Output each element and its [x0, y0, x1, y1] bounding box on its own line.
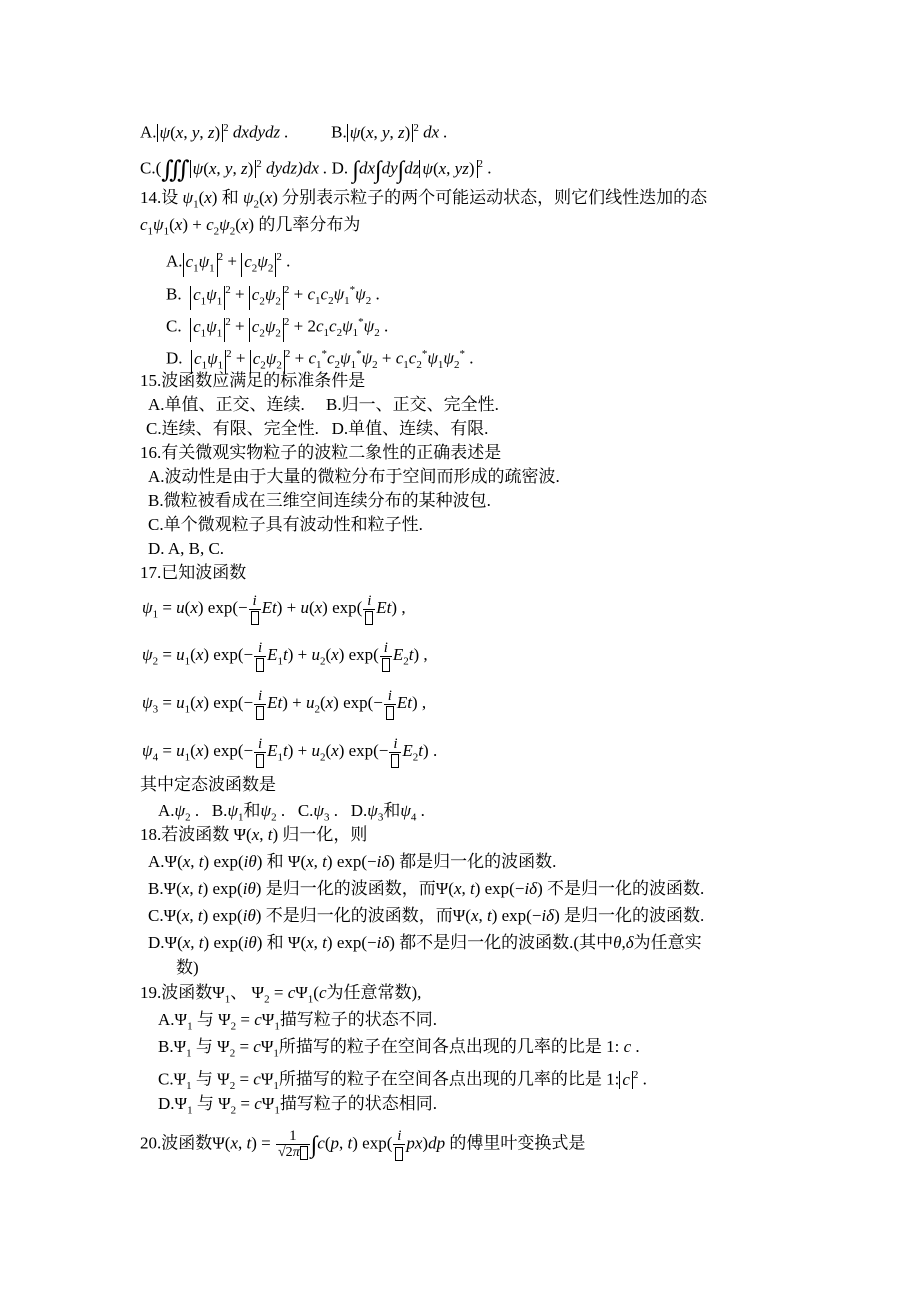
q14-option-c: C. $c_1\psi_1^2 + c_2\psi_2^2 + 2c_1c_2\psi_1^*\psi_2$ . [166, 311, 388, 344]
q17-options: $A.\psi_2$ . $B.\psi_1$和$\psi_2$ . $C.\psi_3$ . $D.\psi_3$和$\psi_4$ . [158, 801, 425, 824]
q19-option-b: $B.\Psi_1$ 与 $\Psi_2 = c\Psi_1$所描写的粒子在空间各点出现的几率的比是 1: c . [158, 1037, 640, 1060]
q17-eq-psi3: $\psi_3 = u_1(x)$ exp(− i $Et) + u_2(x)$ exp(− i Et) , [142, 688, 426, 720]
q20-stem: 20.波函数Ψ(x, t) = $\frac{1}{√2\pi}$ ∫c(p, t) exp( i px)dp 的傅里叶变换式是 [140, 1128, 586, 1160]
q15-options-line2: C.连续、有限、完全性. D.单值、连续、有限. [146, 419, 489, 438]
q17-stem: 17.已知波函数 [140, 563, 247, 582]
q14-stem-line2: $c_1\psi_1(x) + c_2\psi_2(x)$ 的几率分布为 [140, 215, 361, 238]
q18-option-a: A.Ψ(x, t) exp(iθ) 和 Ψ(x, t) exp(−iδ) 都是归一化的波函数. [148, 852, 557, 871]
q17-after-equations: 其中定态波函数是 [140, 775, 276, 794]
q18-option-b: B.Ψ(x, t) exp(iθ) 是归一化的波函数，而Ψ(x, t) exp(−iδ) 不是归一化的波函数. [148, 879, 705, 898]
q17-eq-psi2: $\psi_2 = u_1(x)$ exp(− i $E_1t) + u_2(x)$ exp( i $E_2t$) , [142, 640, 428, 672]
q16-stem: 16.有关微观实物粒子的波粒二象性的正确表述是 [140, 443, 502, 462]
q17-eq-psi1: $\psi_1 = u(x)$ exp(− i Et) + u(x) exp( i Et) , [142, 593, 406, 625]
q17-eq-psi4: $\psi_4 = u_1(x)$ exp(− i $E_1t) + u_2(x)$ exp(− i $E_2t$) . [142, 736, 437, 768]
q15-options-line1: A.单值、正交、连续. B.归一、正交、完全性. [148, 395, 499, 414]
q13-options-ab: A. ψ(x, y, z) $^2$ dxdydz . B. ψ(x, y, z) $^2$ dx . [140, 122, 448, 142]
q18-option-d-cont: 数) [176, 958, 199, 977]
q15-stem: 15.波函数应满足的标准条件是 [140, 371, 366, 390]
q13-options-cd: C.(∭ ψ(x, y, z) $^2$ dydz)dx . D. ∫dx∫dy∫dz ψ(x, yz) $^2$ . [140, 157, 492, 184]
q14-stem: 14.设 $\psi_1(x)$ 和 $\psi_2(x)$ 分别表示粒子的两个可能运动状态，则它们线性迭加的态 [140, 188, 708, 211]
q13-option-c-tail: dydz)dx . [266, 158, 328, 178]
q13-option-a-label: A. [140, 122, 157, 142]
q16-option-a: A.波动性是由于大量的微粒分布于空间而形成的疏密波. [148, 467, 560, 486]
q16-option-c: C.单个微观粒子具有波动性和粒子性. [148, 515, 423, 534]
q13-option-d-tail: . [487, 158, 492, 178]
q13-option-a-tail: dxdydz . [232, 122, 289, 142]
q19-option-a: $A.\Psi_1$ 与 $\Psi_2 = c\Psi_1$描写粒子的状态不同. [158, 1010, 438, 1033]
q18-option-c: C.Ψ(x, t) exp(iθ) 不是归一化的波函数，而Ψ(x, t) exp(−iδ) 是归一化的波函数. [148, 906, 705, 925]
q14-option-d: D. $c_1\psi_1^2 + c_2\psi_2^2 + c_1^*c_2\psi_1^*\psi_2 + c_1c_2^*\psi_1\psi_2^*$ . [166, 343, 473, 376]
q13-option-b-tail: dx . [423, 122, 448, 142]
q16-option-b: B.微粒被看成在三维空间连续分布的某种波包. [148, 491, 491, 510]
q13-option-c-label: C. [140, 158, 156, 178]
q16-option-d: D. A, B, C. [148, 539, 225, 558]
q13-option-d-label: D. [331, 158, 349, 178]
q19-option-d: $D.\Psi_1$ 与 $\Psi_2 = c\Psi_1$描写粒子的状态相同. [158, 1094, 438, 1117]
q19-stem: 19.波函数$\Psi_1$、 $\Psi_2 = c\Psi_1(c$为任意常数), [140, 983, 422, 1006]
q14-option-b: B. $c_1\psi_1^2 + c_2\psi_2^2 + c_1c_2\psi_1^*\psi_2$ . [166, 279, 380, 312]
q18-option-d: D.Ψ(x, t) exp(iθ) 和 Ψ(x, t) exp(−iδ) 都不是归一化的波函数.(其中θ,δ为任意实 [148, 933, 702, 952]
q19-option-c: $C.\Psi_1$ 与 $\Psi_2 = c\Psi_1$所描写的粒子在空间各点出现的几率的比是 1: c $^2$ . [158, 1069, 647, 1093]
q14-option-a: A. $c_1\psi_1^2 + c_2\psi_2^2$ . [166, 246, 290, 277]
q13-option-b-label: B. [331, 122, 347, 142]
q18-stem: 18.若波函数 Ψ(x, t) 归一化，则 [140, 825, 368, 844]
